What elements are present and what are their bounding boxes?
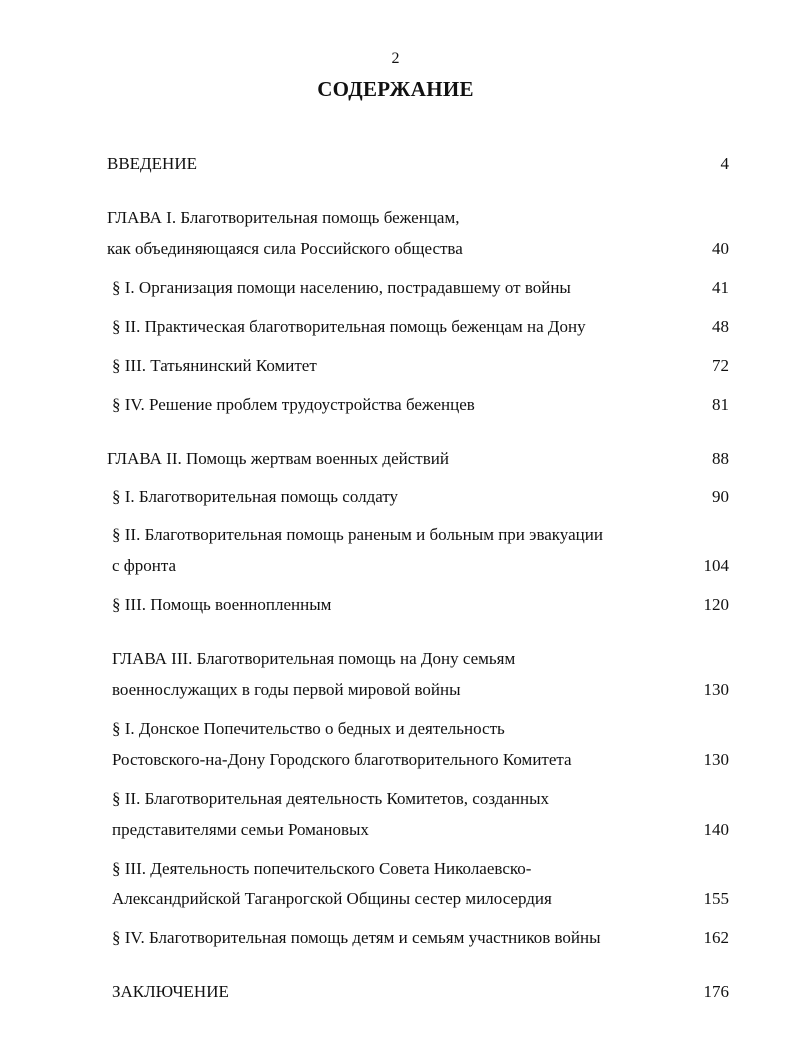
toc-entry-section	[0, 787, 791, 811]
toc-entry-page: 120	[703, 595, 729, 614]
toc-entry-page: 140	[703, 820, 729, 839]
toc-entry-title-cont: военнослужащих в годы первой мировой войны	[112, 680, 461, 699]
toc-entry-title-cont: Ростовского-на-Дону Городского благотворительного Комитета	[112, 750, 572, 769]
toc-entry-title: § III. Татьянинский Комитет	[112, 356, 317, 375]
page-title: СОДЕРЖАНИЕ	[317, 77, 474, 101]
toc-entry-title: ВВЕДЕНИЕ	[107, 154, 197, 173]
toc-entry-section	[0, 354, 791, 378]
toc-entry-page: 72	[712, 356, 729, 375]
toc-entry-title: § I. Донское Попечительство о бедных и деятельность	[112, 719, 505, 738]
toc-entry-title-cont: представителями семьи Романовых	[112, 820, 369, 839]
toc-entry-page: 40	[712, 239, 729, 258]
toc-entry-title: § I. Организация помощи населению, пострадавшему от войны	[112, 278, 571, 297]
toc-entry-section-cont	[0, 818, 791, 842]
toc-entry-section-cont	[0, 748, 791, 772]
toc-entry-title: § III. Помощь военнопленным	[112, 595, 332, 614]
toc-entry-title: § II. Практическая благотворительная помощь беженцам на Дону	[112, 317, 586, 336]
toc-entry-chapter-3-cont	[0, 678, 791, 702]
toc-entry-title: § IV. Решение проблем трудоустройства беженцев	[112, 395, 475, 414]
toc-entry-section	[0, 315, 791, 339]
toc-entry-title: ГЛАВА III. Благотворительная помощь на Дону семьям	[112, 649, 516, 668]
toc-entry-section	[0, 717, 791, 741]
toc-entry-section-cont	[0, 554, 791, 578]
toc-entry-chapter-2	[0, 447, 791, 471]
toc-entry-chapter-3	[0, 647, 791, 671]
toc-entry-title: § II. Благотворительная помощь раненым и больным при эвакуации	[112, 525, 603, 544]
toc-entry-title: § III. Деятельность попечительского Совета Николаевско-	[112, 859, 532, 878]
toc-entry-section	[0, 485, 791, 509]
page-number: 2	[391, 50, 400, 67]
toc-entry-page: 162	[703, 928, 729, 947]
toc-entry-title-cont: как объединяющаяся сила Российского общества	[107, 239, 463, 258]
toc-entry-title: § I. Благотворительная помощь солдату	[112, 487, 399, 506]
toc-entry-page: 48	[712, 317, 729, 336]
toc-entry-section	[0, 593, 791, 617]
toc-entry-title: ГЛАВА I. Благотворительная помощь беженцам,	[107, 208, 460, 227]
toc-entry-title: ГЛАВА II. Помощь жертвам военных действий	[107, 449, 449, 468]
toc-entry-page: 155	[703, 889, 729, 908]
toc-entry-page: 130	[703, 750, 729, 769]
toc-entry-page: 104	[703, 556, 729, 575]
toc-entry-page: 176	[703, 982, 729, 1001]
toc-entry-section	[0, 393, 791, 417]
toc-entry-page: 41	[712, 278, 729, 297]
toc-entry-conclusion	[0, 980, 791, 1004]
toc-entry-page: 4	[720, 154, 729, 173]
toc-entry-section-cont	[0, 887, 791, 911]
toc-entry-section	[0, 926, 791, 950]
toc-entry-chapter-1-cont	[0, 237, 791, 261]
toc-entry-section	[0, 523, 791, 547]
toc-entry-chapter-1	[0, 206, 791, 230]
toc-entry-section	[0, 276, 791, 300]
toc-entry-introduction	[0, 152, 791, 176]
toc-entry-page: 88	[712, 449, 729, 468]
toc-entry-title: § IV. Благотворительная помощь детям и семьям участников войны	[112, 928, 601, 947]
toc-entry-page: 90	[712, 487, 729, 506]
toc-entry-page: 81	[712, 395, 729, 414]
toc-entry-title-cont: с фронта	[112, 556, 177, 575]
toc-entry-title-cont: Александрийской Таганрогской Общины сестер милосердия	[112, 889, 552, 908]
toc-entry-title: ЗАКЛЮЧЕНИЕ	[112, 982, 229, 1001]
toc-entry-page: 130	[703, 680, 729, 699]
toc-entry-section	[0, 857, 791, 881]
toc-entry-title: § II. Благотворительная деятельность Комитетов, созданных	[112, 789, 550, 808]
